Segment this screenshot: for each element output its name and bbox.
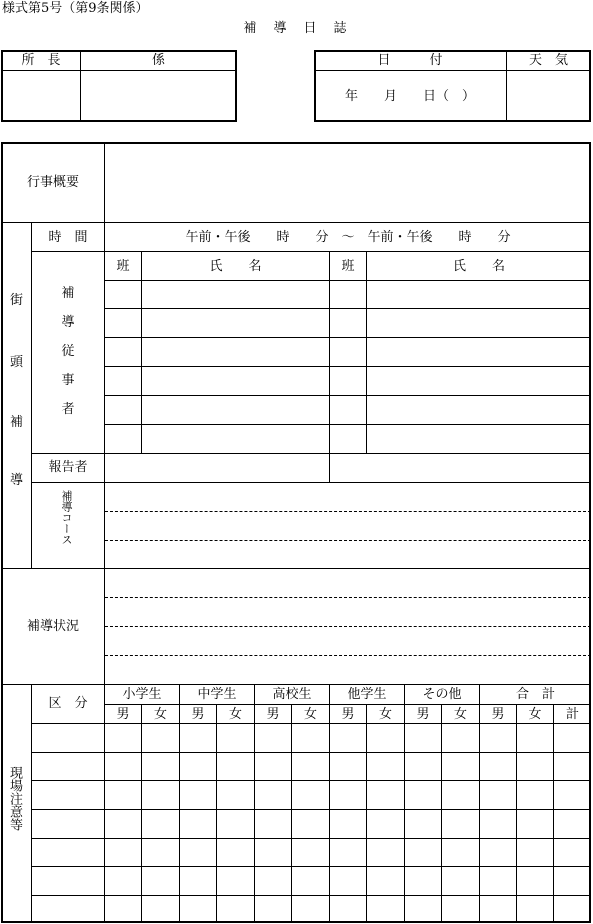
- gender-total: 計: [565, 707, 579, 722]
- gender-male: 男: [191, 707, 205, 722]
- gender-male: 男: [266, 707, 280, 722]
- page-title: 補 導 日 誌: [243, 21, 349, 36]
- category-label: 区 分: [48, 696, 88, 711]
- col-total: 合 計: [515, 687, 555, 702]
- course-label: 補導コース: [60, 490, 73, 545]
- col-high-school: 高校生: [272, 687, 312, 702]
- time-value: 午前・午後 時 分 ～ 午前・午後 時 分: [185, 230, 511, 245]
- event-summary-label: 行事概要: [26, 175, 79, 190]
- gender-female: 女: [303, 707, 317, 722]
- gender-male: 男: [416, 707, 430, 722]
- group-col-1: 班: [116, 259, 130, 274]
- gender-female: 女: [453, 707, 467, 722]
- group-col-2: 班: [341, 259, 355, 274]
- gender-female: 女: [228, 707, 242, 722]
- street-patrol-label: 街 頭 補 導: [10, 293, 24, 488]
- form-label: 様式第5号（第9条関係）: [2, 1, 149, 16]
- gender-male: 男: [116, 707, 130, 722]
- staff-label: 係: [151, 53, 165, 68]
- col-other: その他: [422, 687, 462, 702]
- gender-female: 女: [153, 707, 167, 722]
- gender-male: 男: [491, 707, 505, 722]
- col-other-student: 他学生: [347, 687, 387, 702]
- weather-label: 天 気: [528, 53, 568, 68]
- name-col-1: 氏 名: [209, 259, 262, 274]
- onsite-label: 現場注意等: [7, 766, 22, 831]
- reporter-label: 報告者: [48, 460, 88, 475]
- chief-label: 所 長: [21, 53, 61, 68]
- col-elementary: 小学生: [122, 687, 162, 702]
- gender-male: 男: [341, 707, 355, 722]
- date-label: 日 付: [377, 53, 443, 68]
- gender-female: 女: [528, 707, 542, 722]
- date-value: 年 月 日（ ）: [344, 89, 475, 104]
- col-junior-high: 中学生: [197, 687, 237, 702]
- gender-female: 女: [378, 707, 392, 722]
- status-label: 補導状況: [26, 619, 79, 634]
- time-label: 時 間: [48, 230, 88, 245]
- name-col-2: 氏 名: [452, 259, 505, 274]
- participants-label: 補 導 従 事 者: [61, 286, 75, 417]
